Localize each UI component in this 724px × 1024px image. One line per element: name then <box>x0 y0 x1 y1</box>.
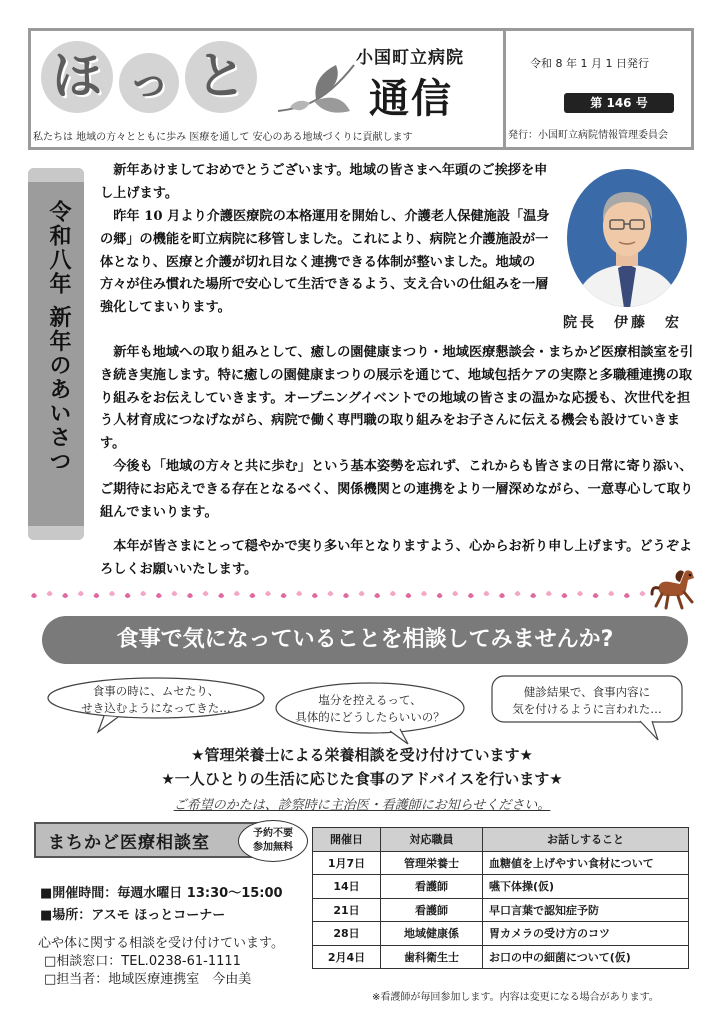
issue-date: 令和 8 年 1 月 1 日発行 <box>530 57 649 70</box>
cell-topic: 嚥下体操(仮) <box>483 875 689 899</box>
cell-staff: 歯科衛生士 <box>381 945 483 969</box>
issue-info-panel <box>506 31 691 147</box>
decorative-dots-divider <box>28 584 648 606</box>
speech-bubble-1 <box>44 676 268 734</box>
greeting-paragraph-2: 昨年 10 月より介護医療院の本格運用を開始し、介護老人保健施設「温身の郷」の機能を町立病院に移管しました。これにより、病院と介護施設が一体となり、医療と介護が切れ目なく連携できる体制が整いました。地域の方々が住み慣れた場所で安心して生活できるよう、支え合いの仕組みを一層強化してまいります。 <box>100 209 550 316</box>
speech-bubble-3 <box>490 674 684 744</box>
dot-ornament <box>109 591 115 596</box>
dot-ornament <box>608 591 614 596</box>
speech-bubble-text: 健診結果で、食事内容に 気を付けるように言われた… <box>512 685 662 716</box>
dot-ornament <box>187 593 193 598</box>
header-title-panel <box>31 31 503 147</box>
dot-ornament <box>499 593 505 598</box>
new-year-scroll-banner <box>28 168 84 540</box>
cell-topic: 早口言葉で認知症予防 <box>483 898 689 922</box>
header-staff: 対応職員 <box>381 828 483 852</box>
dot-ornament <box>78 591 84 596</box>
greeting-paragraph-1: 新年あけましておめでとうございます。地域の皆さまへ年頭のご挨拶を申し上げます。 <box>100 163 548 201</box>
greeting-paragraph-4: 今後も「地域の方々と共に歩む」という基本姿勢を忘れず、これからも皆さまの日常に寄り添い、ご期待にお応えできる存在となるべく、関係機関との連携をより一層深めながら、一意専心して取り組んでまいります。 <box>100 459 694 520</box>
table-row <box>313 898 689 922</box>
consultation-contact-person: □担当者：地域医療連携室 今由美 <box>44 972 252 987</box>
dot-ornament <box>359 591 365 596</box>
free-no-reservation-badge: 予約不要 参加無料 <box>238 820 308 862</box>
dot-ornament <box>296 591 302 596</box>
dot-ornament <box>593 593 599 598</box>
dot-ornament <box>327 591 333 596</box>
nutrition-service-line-2: ★一人ひとりの生活に応じた食事のアドバイスを行います★ <box>161 770 563 788</box>
dot-ornament <box>62 593 68 598</box>
cell-date: 1月7日 <box>313 851 381 875</box>
dot-ornament <box>312 593 318 598</box>
newsletter-title: 通信 <box>369 76 453 122</box>
dot-ornament <box>125 593 131 598</box>
title-char-tsu: っ <box>119 53 179 113</box>
schedule-footnote: ※看護師が毎回参加します。内容は変更になる場合があります。 <box>372 992 659 1003</box>
dot-ornament <box>374 593 380 598</box>
publisher: 発行：小国町立病院情報管理委員会 <box>508 130 668 141</box>
dot-ornament <box>47 591 53 596</box>
nutrition-service-line-1: ★管理栄養士による栄養相談を受け付けています★ <box>191 746 533 764</box>
table-row <box>313 875 689 899</box>
meal-consult-banner: 食事で気になっていることを相談してみませんか? <box>42 616 688 664</box>
consultation-description: 心や体に関する相談を受け付けています。 <box>38 936 284 951</box>
dot-ornament <box>93 593 99 598</box>
dot-ornament <box>171 591 177 596</box>
table-header-row <box>313 828 689 852</box>
cell-topic: お口の中の細菌について(仮) <box>483 945 689 969</box>
dot-ornament <box>624 593 630 598</box>
dot-ornament <box>218 593 224 598</box>
header-date: 開催日 <box>313 828 381 852</box>
new-year-banner-title: 令和八年 新年のあいさつ <box>46 200 72 474</box>
consultation-contact-phone: □相談窓口：TEL.0238-61-1111 <box>44 954 241 969</box>
speech-bubble-text: 食事の時に、ムセたり、 せき込むようになってきた… <box>81 684 231 715</box>
dot-ornament <box>468 593 474 598</box>
dot-ornament <box>281 593 287 598</box>
dot-ornament <box>140 591 146 596</box>
table-row <box>313 945 689 969</box>
cell-staff: 看護師 <box>381 898 483 922</box>
consultation-place: ■場所：アスモ ほっとコーナー <box>40 908 226 923</box>
header-topic: お話しすること <box>483 828 689 852</box>
consultation-title-box <box>34 822 264 858</box>
dot-ornament <box>31 593 37 598</box>
nutrition-notice: ご希望のかたは、診察時に主治医・看護師にお知らせください。 <box>173 798 551 813</box>
consultation-title: まちかど医療相談室 <box>48 833 210 853</box>
director-name: 院長 伊藤 宏 <box>563 315 682 331</box>
director-portrait <box>566 168 688 308</box>
cell-topic: 胃カメラの受け方のコツ <box>483 922 689 946</box>
horse-icon <box>650 566 696 610</box>
dot-ornament <box>343 593 349 598</box>
consultation-hours: ■開催時間：毎週水曜日 13:30～15:00 <box>40 886 283 901</box>
dot-ornament <box>561 593 567 598</box>
cell-date: 21日 <box>313 898 381 922</box>
table-row <box>313 922 689 946</box>
cell-staff: 地域健康係 <box>381 922 483 946</box>
dot-ornament <box>483 591 489 596</box>
cell-staff: 看護師 <box>381 875 483 899</box>
cell-date: 28日 <box>313 922 381 946</box>
dot-ornament <box>203 591 209 596</box>
cell-staff: 管理栄養士 <box>381 851 483 875</box>
dot-ornament <box>546 591 552 596</box>
hospital-name: 小国町立病院 <box>356 48 464 68</box>
title-char-to: と <box>185 41 257 113</box>
issue-number-badge: 第 146 号 <box>564 93 674 113</box>
dot-ornament <box>515 591 521 596</box>
dot-ornament <box>639 591 645 596</box>
dot-ornament <box>156 593 162 598</box>
dot-ornament <box>452 591 458 596</box>
dot-ornament <box>265 591 271 596</box>
greeting-paragraph-5: 本年が皆さまにとって穏やかで実り多い年となりますよう、心からお祈り申し上げます。どうぞよろしくお願いいたします。 <box>100 539 693 577</box>
newsletter-header <box>28 28 694 150</box>
cell-date: 2月4日 <box>313 945 381 969</box>
dot-ornament <box>577 591 583 596</box>
dot-ornament <box>234 591 240 596</box>
title-char-ho: ほ <box>41 41 113 113</box>
leaf-icon <box>276 59 356 121</box>
cell-topic: 血糖値を上げやすい食材について <box>483 851 689 875</box>
dot-ornament <box>437 593 443 598</box>
dot-ornament <box>249 593 255 598</box>
dot-ornament <box>390 591 396 596</box>
table-row <box>313 851 689 875</box>
greeting-paragraph-3: 新年も地域への取り組みとして、癒しの園健康まつり・地域医療懇談会・まちかど医療相談室を引き続き実施します。特に癒しの園健康まつりの展示を通じて、地域包括ケアの実際と多職種連携の取り組みをお伝えしていきます。オープニングイベントでの地域の皆さまの温かな応援も、次世代を担う人材育成につなげながら、病院で働く専門職の取り組みをお子さんに伝える機会も設けていきます。 <box>100 345 694 452</box>
consultation-schedule-table <box>312 827 689 969</box>
cell-date: 14日 <box>313 875 381 899</box>
speech-bubble-text: 塩分を控えるって、 具体的にどうしたらいいの？ <box>295 693 445 724</box>
dot-ornament <box>405 593 411 598</box>
hospital-tagline: 私たちは 地域の方々とともに歩み 医療を通して 安心のある地域づくりに貢献します <box>33 132 413 143</box>
dot-ornament <box>530 593 536 598</box>
speech-bubble-2 <box>272 680 468 746</box>
dot-ornament <box>421 591 427 596</box>
